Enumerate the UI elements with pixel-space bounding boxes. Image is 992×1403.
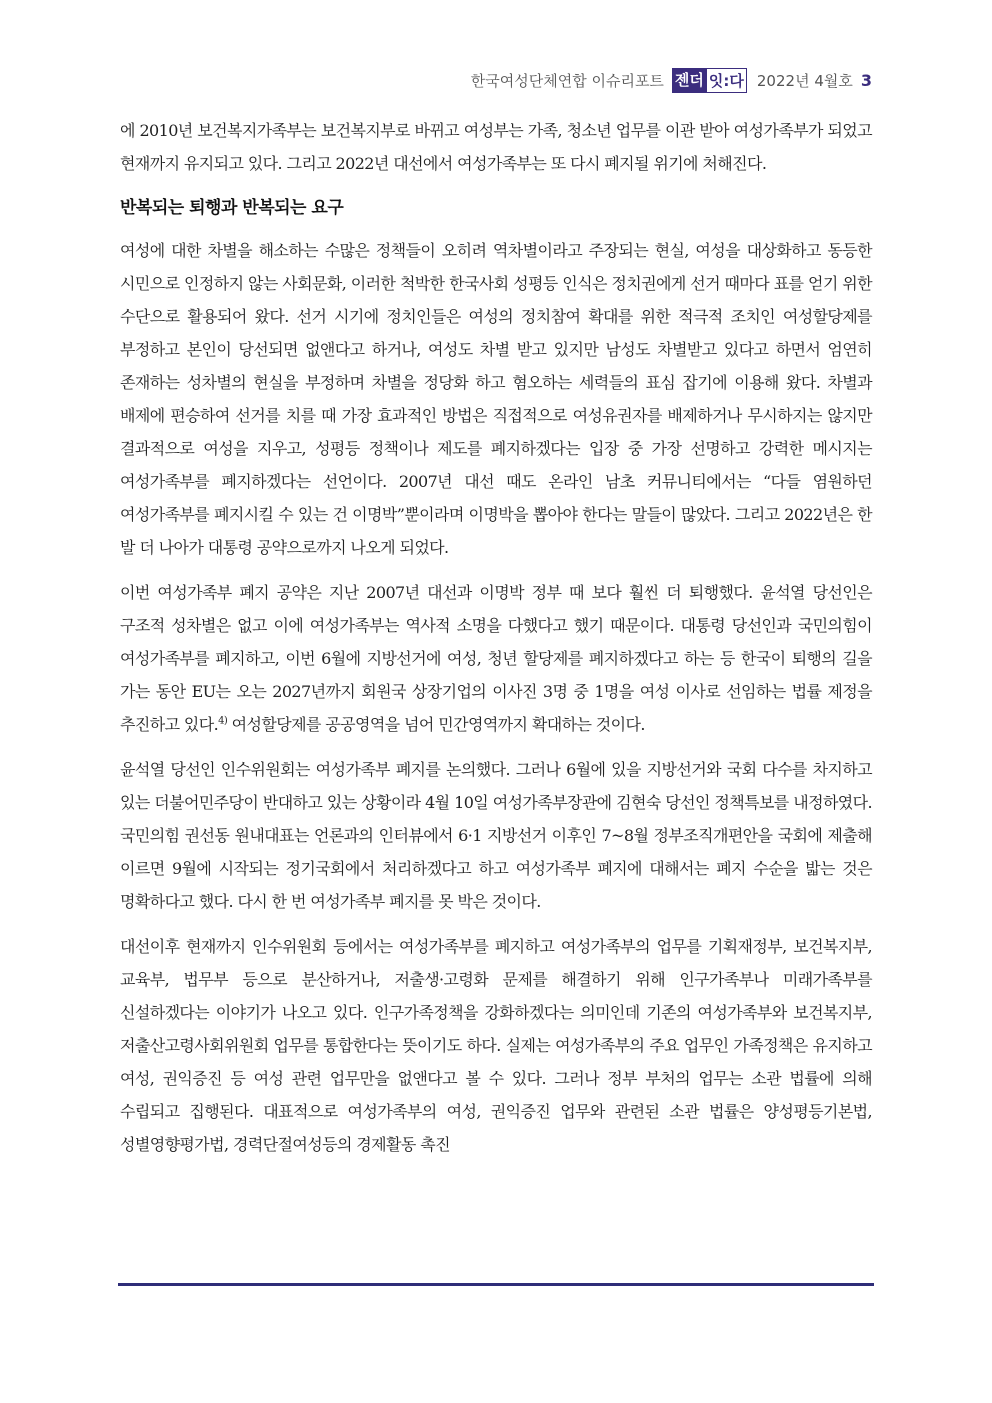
- document-body: [120, 114, 872, 1173]
- paragraph-2: [120, 576, 872, 741]
- paragraph-continuation: 에 2010년 보건복지가족부는 보건복지부로 바뀌고 여성부는 가족, 청소년 업무를 이관 받아 여성가족부가 되었고 현재까지 유지되고 있다. 그리고 2022년 대선에서 여성가족부는 또 다시 폐지될 위기에 처해진다.: [120, 121, 872, 173]
- paragraph-1: 여성에 대한 차별을 해소하는 수많은 정책들이 오히려 역차별이라고 주장되는 현실, 여성을 대상화하고 동등한 시민으로 인정하지 않는 사회문화, 이러한 척박한 한국사회 성평등 인식은 정치권에게 선거 때마다 표를 얻기 위한 수단으로 활용되어 왔다. 선거 시기에 정치인들은 여성의 정치참여 확대를 위한 적극적 조치인 여성할당제를 부정하고 본인이 당선되면 없앤다고 하거나, 여성도 차별 받고 있지만 남성도 차별받고 있다고 하면서 엄연히 존재하는 성차별의 현실을 부정하며 차별을 정당화 하고 혐오하는 세력들의 표심 잡기에 이용해 왔다. 차별과 배제에 편승하여 선거를 치를 때 가장 효과적인 방법은 직접적으로 여성유권자를 배제하거나 무시하지는 않지만 결과적으로 여성을 지우고, 성평등 정책이나 제도를 폐지하겠다는 입장 중 가장 선명하고 강력한 메시지는 여성가족부를 폐지하겠다는 선언이다. 2007년 대선 때도 온라인 남초 커뮤니티에서는 “다들 염원하던 여성가족부를 폐지시킬 수 있는 건 이명박”뿐이라며 이명박을 뽑아야 한다는 말들이 많았다. 그리고 2022년은 한 발 더 나아가 대통령 공약으로까지 나오게 되었다.: [120, 241, 872, 557]
- issue-date: 2022년 4월호: [756, 72, 853, 90]
- paragraph-3: 윤석열 당선인 인수위원회는 여성가족부 폐지를 논의했다. 그러나 6월에 있을 지방선거와 국회 다수를 차지하고 있는 더불어민주당이 반대하고 있는 상황이라 4월 10일 여성가족부장관에 김현숙 당선인 정책특보를 내정하였다. 국민의힘 권선동 원내대표는 언론과의 인터뷰에서 6·1 지방선거 이후인 7~8월 정부조직개편안을 국회에 제출해 이르면 9월에 시작되는 정기국회에서 처리하겠다고 하고 여성가족부 폐지에 대해서는 폐지 수순을 밟는 것은 명확하다고 했다. 다시 한 번 여성가족부 폐지를 못 박은 것이다.: [120, 760, 872, 911]
- paragraph-2-text-a: 이번 여성가족부 폐지 공약은 지난 2007년 대선과 이명박 정부 때 보다 훨씬 더 퇴행했다. 윤석열 당선인은 구조적 성차별은 없고 이에 여성가족부는 역사적 소명을 다했다고 했기 때문이다. 대통령 당선인과 국민의힘이 여성가족부를 폐지하고, 이번 6월에 지방선거에 여성, 청년 할당제를 폐지하겠다고 하는 등 한국이 퇴행의 길을 가는 동안 EU는 오는 2027년까지 회원국 상장기업의 이사진 3명 중 1명을 여성 이사로 선임하는 법률 제정을 추진하고 있다.: [120, 583, 872, 734]
- page-number: 3: [860, 71, 872, 90]
- brand-logo-part-b: 잇:다: [707, 68, 747, 93]
- brand-logo: [672, 68, 747, 93]
- paragraph-4: 대선이후 현재까지 인수위원회 등에서는 여성가족부를 폐지하고 여성가족부의 업무를 기획재정부, 보건복지부, 교육부, 법무부 등으로 분산하거나, 저출생·고령화 문제를 해결하기 위해 인구가족부나 미래가족부를 신설하겠다는 이야기가 나오고 있다. 인구가족정책을 강화하겠다는 의미인데 기존의 여성가족부와 보건복지부, 저출산고령사회위원회 업무를 통합한다는 뜻이기도 하다. 실제는 여성가족부의 주요 업무인 가족정책은 유지하고 여성, 권익증진 등 여성 관련 업무만을 없앤다고 볼 수 있다. 그러나 정부 부처의 업무는 소관 법률에 의해 수립되고 집행된다. 대표적으로 여성가족부의 여성, 권익증진 업무와 관련된 소관 법률은 양성평등기본법, 성별영향평가법, 경력단절여성등의 경제활동 촉진: [120, 937, 872, 1154]
- section-heading: 반복되는 퇴행과 반복되는 요구: [120, 198, 344, 218]
- paragraph-2-text-b: 여성할당제를 공공영역을 넘어 민간영역까지 확대하는 것이다.: [227, 715, 645, 734]
- footer-divider: [118, 1283, 874, 1286]
- page-header: [471, 68, 872, 93]
- report-series-title: 한국여성단체연합 이슈리포트: [470, 72, 664, 90]
- brand-logo-part-a: 젠더: [672, 68, 707, 93]
- footnote-reference[interactable]: 4): [218, 715, 228, 727]
